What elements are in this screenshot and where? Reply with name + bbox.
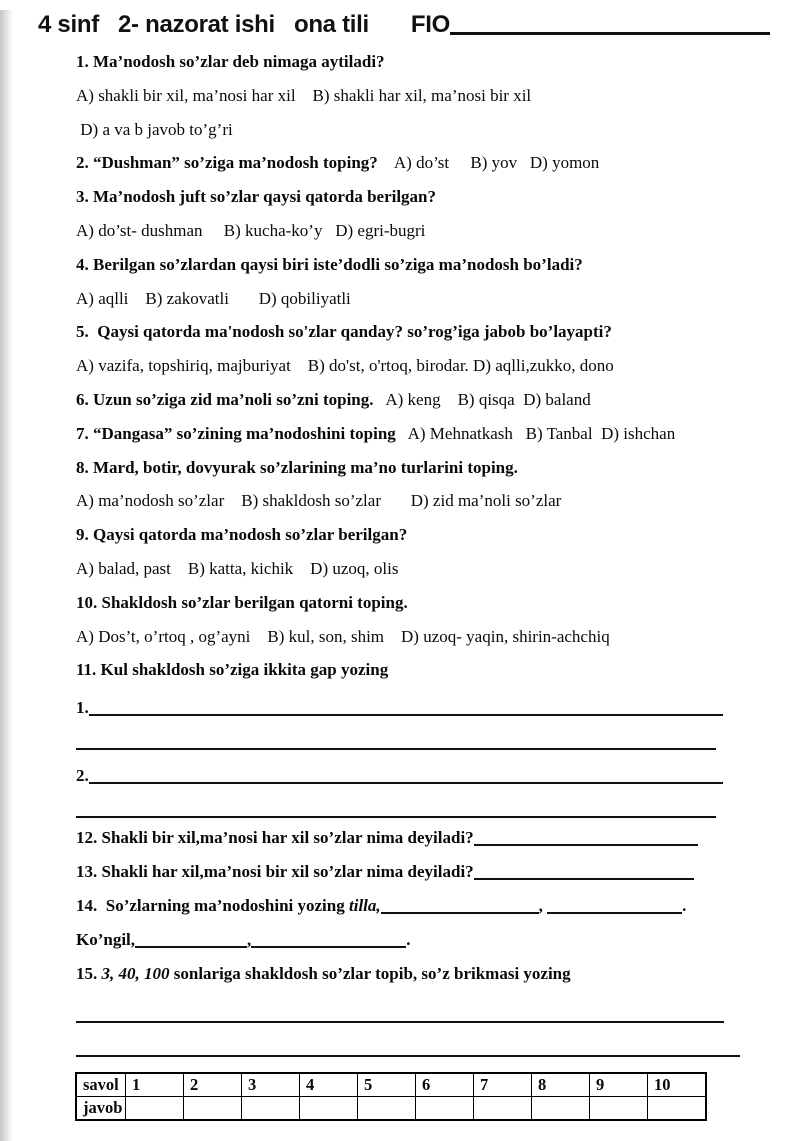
question-1-option-d — [76, 113, 770, 147]
question-14-italic-word: tilla, — [349, 895, 381, 915]
question-15-write-line-2 — [76, 1032, 770, 1066]
question-6-options: A) keng B) qisqa D) baland — [373, 389, 591, 409]
question-5-options-text: A) vazifa, topshiriq, majburiyat B) do'st, o'rtoq, birodar. D) aqlli,zukko, dono — [76, 356, 614, 376]
question-10-options — [76, 620, 770, 654]
answer-1-number: 1. — [76, 698, 89, 718]
savol-label-cell: savol — [76, 1073, 126, 1097]
question-11-answer-1-extra — [76, 725, 770, 759]
fio-label: FIO — [410, 11, 451, 38]
question-5 — [76, 315, 770, 349]
answer-2-number: 2. — [76, 765, 89, 785]
question-2-options: A) do’st B) yov D) yomon — [377, 153, 600, 173]
question-3-options-text: A) do’st- dushman B) kucha-ko’y D) egri-bugri — [76, 220, 426, 240]
question-10 — [76, 586, 770, 620]
javob-cell-1 — [126, 1096, 184, 1120]
javob-cell-9 — [590, 1096, 648, 1120]
savol-cell-6: 6 — [416, 1073, 474, 1097]
question-15-rule-1 — [76, 1018, 724, 1023]
question-2 — [76, 146, 770, 180]
savol-cell-10: 10 — [648, 1073, 707, 1097]
answer-1-write-line-2 — [76, 745, 716, 750]
savol-cell-8: 8 — [532, 1073, 590, 1097]
question-11-text: 11. Kul shakldosh so’ziga ikkita gap yozing — [76, 660, 389, 680]
javob-row — [76, 1096, 706, 1120]
savol-cell-1: 1 — [126, 1073, 184, 1097]
javob-cell-10 — [648, 1096, 707, 1120]
question-3-text: 3. Ma’nodosh juft so’zlar qaysi qatorda berilgan? — [76, 187, 437, 207]
question-8 — [76, 451, 770, 485]
question-1-text: 1. Ma’nodosh so’zlar deb nimaga aytiladi? — [76, 52, 385, 71]
answer-key-table — [75, 1072, 707, 1121]
savol-cell-5: 5 — [358, 1073, 416, 1097]
question-5-text: 5. Qaysi qatorda ma'nodosh so'zlar qanday? so’rog’iga jabob bo’layapti? — [76, 322, 612, 342]
question-9-options-text: A) balad, past B) katta, kichik D) uzoq, olis — [76, 558, 399, 578]
question-14-text: 14. So’zlarning ma’nodoshini yozing — [76, 895, 349, 915]
question-14-comma: , — [538, 895, 548, 915]
question-15-lead: 15. — [76, 963, 102, 983]
question-12 — [76, 821, 770, 855]
savol-cell-9: 9 — [590, 1073, 648, 1097]
question-15 — [76, 957, 770, 991]
question-4-text: 4. Berilgan so’zlardan qaysi biri iste’dodli so’ziga ma’nodosh bo’ladi? — [76, 254, 583, 274]
question-13 — [76, 855, 770, 889]
question-14-write-line-3 — [135, 943, 247, 948]
question-4 — [76, 248, 770, 282]
question-8-options — [76, 484, 770, 518]
question-7-text: 7. “Dangasa” so’zining ma’nodoshini toping — [76, 423, 396, 443]
question-10-text: 10. Shakldosh so’zlar berilgan qatorni toping. — [76, 592, 408, 612]
question-14-line2-comma: , — [247, 929, 252, 949]
javob-cell-8 — [532, 1096, 590, 1120]
question-1 — [76, 45, 770, 79]
question-13-write-line — [474, 875, 694, 880]
javob-cell-6 — [416, 1096, 474, 1120]
javob-cell-7 — [474, 1096, 532, 1120]
question-6 — [76, 383, 770, 417]
question-9-options — [76, 552, 770, 586]
question-6-text: 6. Uzun so’ziga zid ma’noli so’zni toping. — [76, 389, 374, 409]
document-header — [38, 10, 770, 40]
question-12-write-line — [474, 841, 698, 846]
question-14-line2-lead: Ko’ngil, — [76, 929, 136, 949]
savol-cell-2: 2 — [184, 1073, 242, 1097]
javob-cell-5 — [358, 1096, 416, 1120]
question-7 — [76, 417, 770, 451]
question-15-rule-2 — [76, 1052, 740, 1057]
question-15-write-line-1 — [76, 998, 770, 1032]
question-1-option-d-text: D) a va b javob to’g’ri — [76, 119, 233, 139]
savol-row — [76, 1073, 706, 1097]
answer-1-write-line — [89, 711, 723, 716]
question-14 — [76, 889, 770, 923]
question-8-text: 8. Mard, botir, dovyurak so’zlarining ma’no turlarini toping. — [76, 457, 518, 477]
question-4-options — [76, 282, 770, 316]
question-8-options-text: A) ma’nodosh so’zlar B) shakldosh so’zlar D) zid ma’noli so’zlar — [76, 491, 562, 511]
savol-cell-3: 3 — [242, 1073, 300, 1097]
question-15-italic-numbers: 3, 40, 100 — [101, 963, 170, 983]
question-11 — [76, 653, 770, 687]
question-11-answer-1 — [76, 691, 770, 725]
question-14-line-2 — [76, 923, 770, 957]
question-2-text: 2. “Dushman” so’ziga ma’nodosh toping? — [76, 153, 378, 173]
savol-cell-7: 7 — [474, 1073, 532, 1097]
question-14-write-line-2 — [547, 909, 682, 914]
savol-cell-4: 4 — [300, 1073, 358, 1097]
page-edge-shadow — [0, 10, 13, 1141]
question-7-options: A) Mehnatkash B) Tanbal D) ishchan — [395, 423, 676, 443]
question-10-options-text: A) Dos’t, o’rtoq , og’ayni B) kul, son, shim D) uzoq- yaqin, shirin-achchiq — [76, 626, 610, 646]
answer-2-write-line — [89, 779, 723, 784]
question-9 — [76, 518, 770, 552]
question-3-options — [76, 214, 770, 248]
question-14-write-line-4 — [251, 943, 406, 948]
test-body — [76, 45, 770, 1121]
question-11-answer-2 — [76, 759, 770, 793]
javob-cell-3 — [242, 1096, 300, 1120]
question-12-text: 12. Shakli bir xil,ma’nosi har xil so’zlar nima deyiladi? — [76, 828, 474, 848]
javob-label-cell: javob — [76, 1096, 126, 1120]
question-4-options-text: A) aqlli B) zakovatli D) qobiliyatli — [76, 288, 351, 308]
question-15-text: sonlariga shakldosh so’zlar topib, so’z brikmasi yozing — [169, 963, 571, 983]
question-5-options — [76, 349, 770, 383]
javob-cell-2 — [184, 1096, 242, 1120]
javob-cell-4 — [300, 1096, 358, 1120]
header-title: 4 sinf 2- nazorat ishi ona tili — [38, 11, 369, 38]
question-13-text: 13. Shakli har xil,ma’nosi bir xil so’zlar nima deyiladi? — [76, 862, 474, 882]
answer-2-write-line-2 — [76, 813, 716, 818]
question-3 — [76, 180, 770, 214]
question-14-line2-period: . — [406, 929, 411, 949]
question-1-options-ab-text: A) shakli bir xil, ma’nosi har xil B) shakli har xil, ma’nosi bir xil — [76, 85, 532, 105]
question-14-write-line-1 — [381, 909, 539, 914]
question-1-options-ab — [76, 79, 770, 113]
question-9-text: 9. Qaysi qatorda ma’nodosh so’zlar berilgan? — [76, 525, 408, 545]
fio-blank-line — [450, 32, 770, 35]
question-14-period: . — [682, 895, 687, 915]
